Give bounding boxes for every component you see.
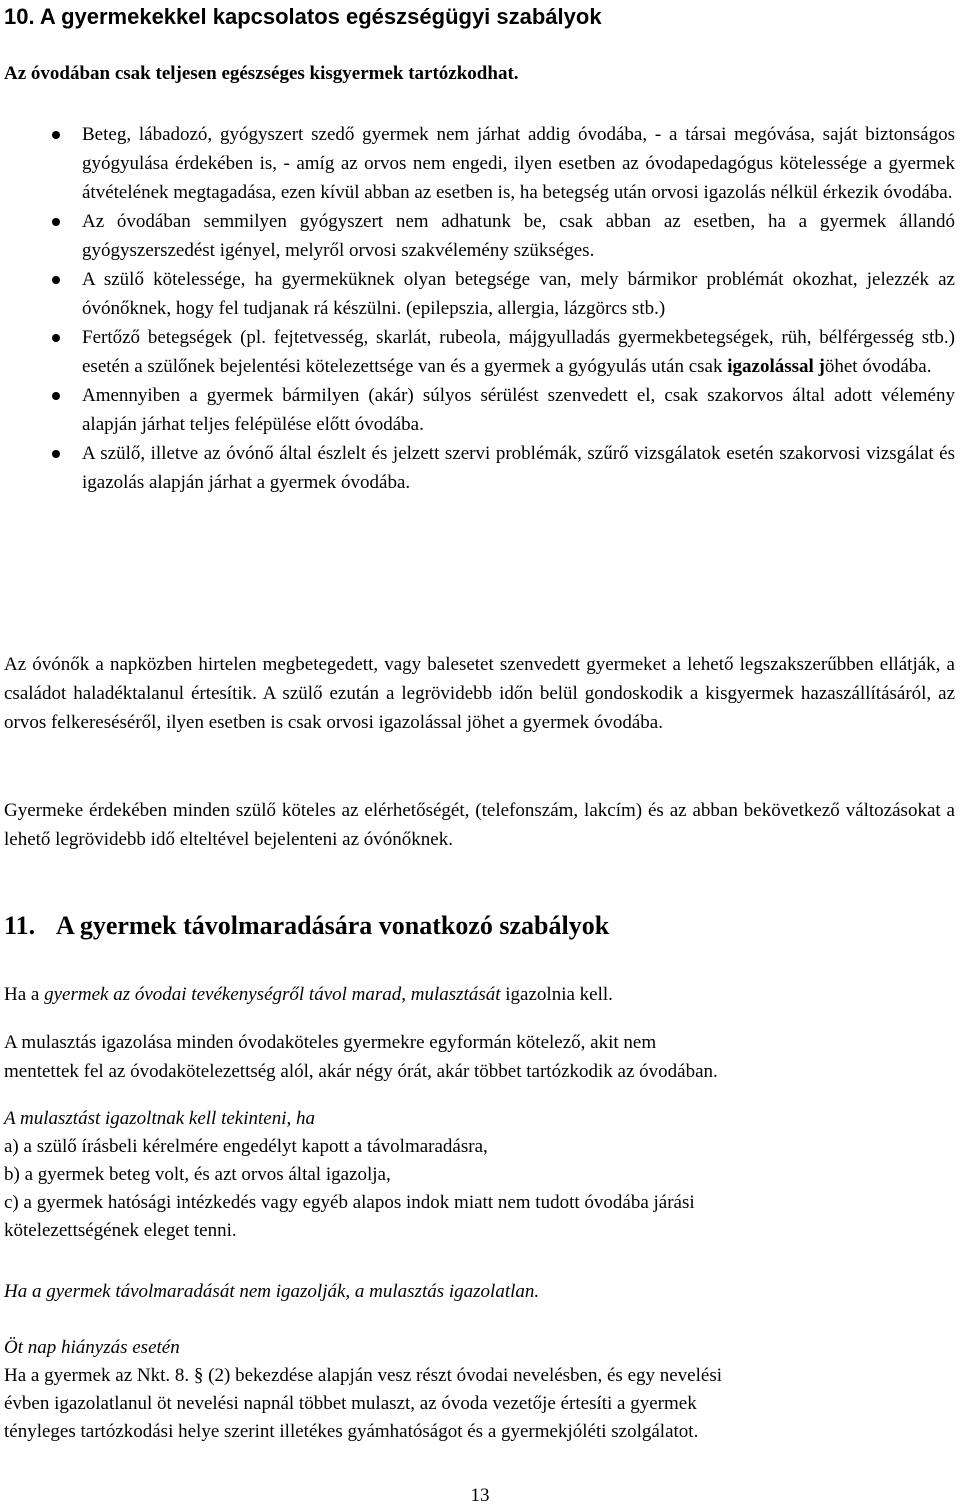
bullet-icon [52, 334, 60, 342]
mandatory-excuse-line: A mulasztás igazolása minden óvodaköteles gyermekre egyformán kötelező, akit nem [4, 1032, 657, 1053]
list-item-text: Fertőző betegségek (pl. fejtetvesség, skarlát, rubeola, májgyulladás gyermekbetegségek, rüh, bélférgesség stb.) esetén a szülőnek bejelentési kötelezettsége van és a gyermek a gyógyulás után csak [82, 327, 955, 377]
absence-intro [4, 980, 955, 1009]
absence-intro-text: Ha a [4, 984, 45, 1005]
list-item [0, 265, 960, 323]
bullet-icon [52, 131, 60, 139]
excused-condition-a: a) a szülő írásbeli kérelmére engedélyt kapott a távolmaradásra, [4, 1136, 488, 1157]
absence-intro-italic: gyermek az óvodai tevékenységről távol marad, mulasztását [44, 984, 501, 1005]
five-day-absence-line: tényleges tartózkodási helye szerint illetékes gyámhatóságot és a gyermekjóléti szolgálatot. [4, 1421, 699, 1442]
list-item-text-end: öhet óvodába. [824, 356, 932, 377]
mandatory-excuse-line: mentettek fel az óvodakötelezettség alól, akár négy órát, akár többet tartózkodik az óvodában. [4, 1061, 718, 1082]
bullet-icon [52, 450, 60, 458]
section-10-heading: 10. A gyermekekkel kapcsolatos egészségügyi szabályok [4, 4, 602, 29]
section-11-title: A gyermek távolmaradására vonatkozó szabályok [56, 911, 610, 940]
five-day-absence-heading: Öt nap hiányzás esetén [4, 1337, 180, 1358]
page-number: 13 [470, 1485, 490, 1506]
list-item [0, 207, 960, 265]
section-10-subtitle: Az óvodában csak teljesen egészséges kisgyermek tartózkodhat. [4, 63, 519, 84]
health-rules-list [0, 120, 960, 497]
excused-condition-c: c) a gyermek hatósági intézkedés vagy egyéb alapos indok miatt nem tudott óvodába járási [4, 1192, 695, 1213]
list-item-text: Beteg, lábadozó, gyógyszert szedő gyermek nem járhat addig óvodába, - a társai megóvása, saját biztonságos gyógyulása érdekében is, - amíg az orvos nem engedi, ilyen esetben az óvodapedagógus kötelessége a gyermek átvételének megtagadása, ezen kívül abban az esetben is, ha betegség után orvosi igazolás nélkül érkezik óvodába. [82, 124, 955, 203]
section-11-number: 11. [4, 911, 36, 940]
list-item [0, 120, 960, 207]
five-day-absence-line: évben igazolatlanul öt nevelési napnál többet mulaszt, az óvoda vezetője értesíti a gyermek [4, 1393, 697, 1414]
unexcused-statement-text: Ha a gyermek távolmaradását nem igazolják, a mulasztás igazolatlan. [4, 1281, 540, 1302]
bullet-icon [52, 276, 60, 284]
contact-info-paragraph: Gyermeke érdekében minden szülő köteles az elérhetőségét, (telefonszám, lakcím) és az abban bekövetkező változásokat a lehető legrövidebb idő elteltével bejelenteni az óvónőknek. [4, 800, 955, 850]
list-item [0, 439, 960, 497]
excused-conditions [4, 1105, 955, 1245]
unexcused-statement [4, 1277, 955, 1306]
excused-conditions-heading: A mulasztást igazoltnak kell tekinteni, ha [4, 1108, 316, 1129]
list-item-text: A szülő, illetve az óvónő által észlelt és jelzett szervi problémák, szűrő vizsgálatok esetén szakorvosi vizsgálat és igazolás alapján járhat a gyermek óvodába. [82, 443, 955, 493]
list-item [0, 323, 960, 381]
list-item [0, 381, 960, 439]
section-11-heading [4, 910, 609, 942]
five-day-absence-line: Ha a gyermek az Nkt. 8. § (2) bekezdése alapján vesz részt óvodai nevelésben, és egy nevelési [4, 1365, 723, 1386]
sudden-illness-paragraph: Az óvónők a napközben hirtelen megbetegedett, vagy balesetet szenvedett gyermeket a lehető legszakszerűbben ellátják, a családot haladéktalanul értesítik. A szülő ezután a legrövidebb időn belül gondoskodik a kisgyermek hazaszállításáról, az orvos felkereséséről, ilyen esetben is csak orvosi igazolással jöhet a gyermek óvodába. [4, 654, 955, 733]
bullet-icon [52, 218, 60, 226]
list-item-bold-text: igazolással j [727, 356, 825, 377]
excused-condition-c-cont: kötelezettségének eleget tenni. [4, 1220, 237, 1241]
five-day-absence-block [4, 1334, 955, 1446]
bullet-icon [52, 392, 60, 400]
list-item-text: Amennyiben a gyermek bármilyen (akár) súlyos sérülést szenvedett el, csak szakorvos által adott vélemény alapján járhat teljes felépülése előtt óvodába. [82, 385, 955, 435]
excused-condition-b: b) a gyermek beteg volt, és azt orvos által igazolja, [4, 1164, 391, 1185]
list-item-text: A szülő kötelessége, ha gyermeküknek olyan betegsége van, mely bármikor problémát okozhat, jelezzék az óvónőknek, hogy fel tudjanak rá készülni. (epilepszia, allergia, lázgörcs stb.) [82, 269, 955, 319]
list-item-text: Az óvodában semmilyen gyógyszert nem adhatunk be, csak abban az esetben, ha a gyermek állandó gyógyszerszedést igényel, melyről orvosi szakvélemény szükséges. [82, 211, 955, 261]
absence-intro-text-end: igazolnia kell. [500, 984, 613, 1005]
mandatory-excuse-paragraph [4, 1028, 955, 1086]
